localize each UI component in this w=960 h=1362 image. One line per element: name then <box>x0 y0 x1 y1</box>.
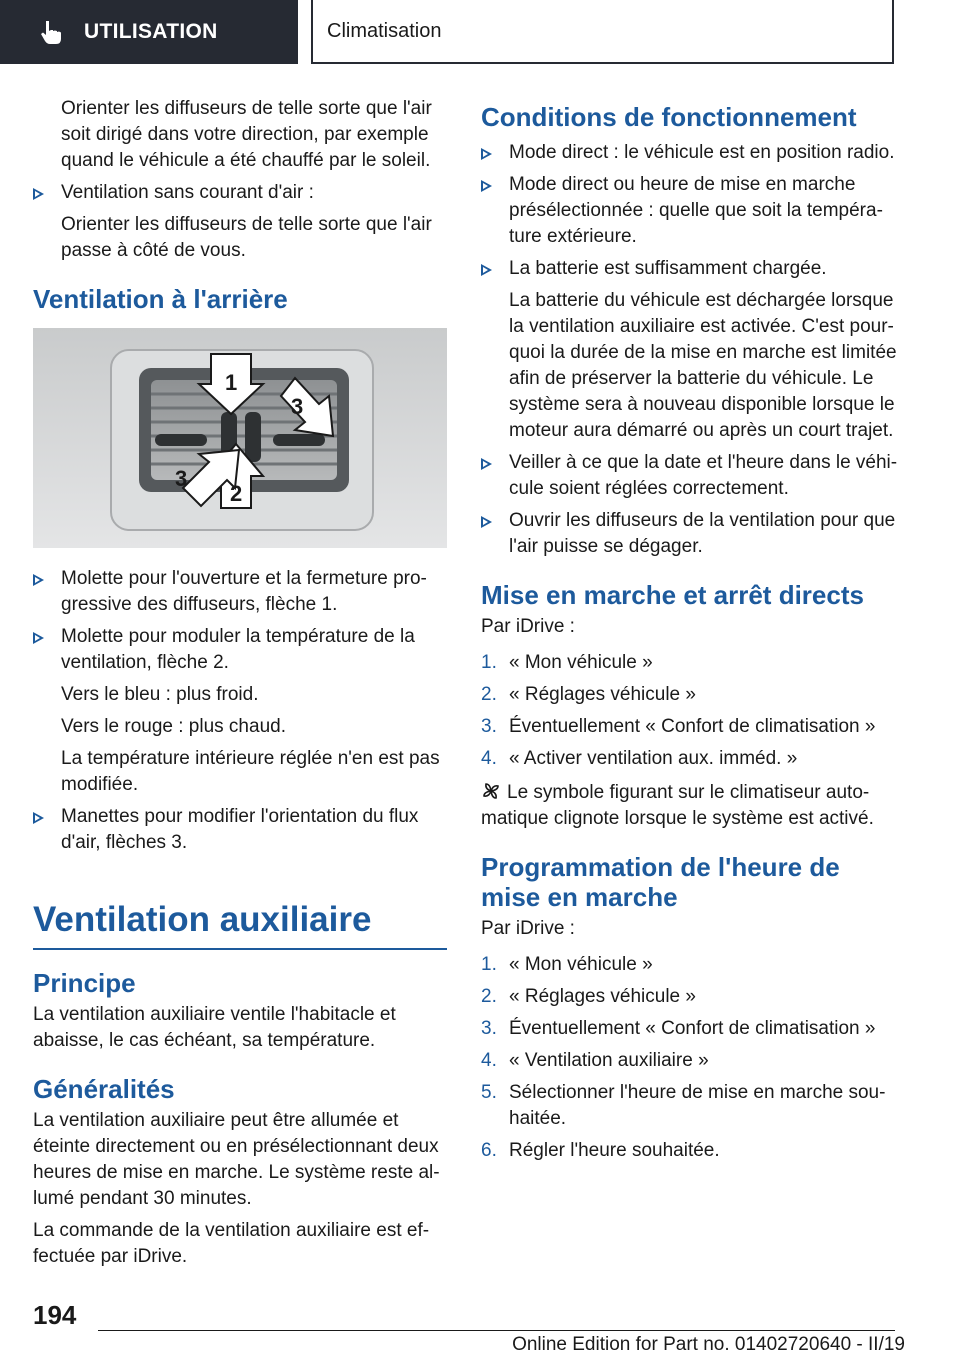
symbol-note <box>481 780 901 832</box>
symbol-note-text: Le symbole figurant sur le climatiseur automatique clignote lorsque le système est activé. <box>481 782 874 829</box>
list-item-text: Sélectionner l'heure de mise en marche souhaitée. <box>509 1082 886 1129</box>
bullet-triangle-icon <box>33 188 44 200</box>
heading-direct: Mise en marche et arrêt directs <box>481 580 864 610</box>
fan-icon <box>481 781 501 801</box>
list-item-text: Manettes pour modifier l'orientation du flux d'air, flèches 3. <box>61 806 419 853</box>
heading-principe: Principe <box>33 968 136 998</box>
page-header <box>0 0 960 66</box>
chapter-tab <box>311 0 894 64</box>
list-item-text: « Mon véhicule » <box>509 652 653 673</box>
heading-auxiliary-ventilation: Ventilation auxiliaire <box>33 900 447 950</box>
step-number: 3. <box>481 716 497 737</box>
list-item <box>481 650 901 676</box>
paragraph: La température intérieure réglée n'en est pas modifiée. <box>61 748 440 795</box>
paragraph: Vers le rouge : plus chaud. <box>61 716 286 737</box>
bullet-triangle-icon <box>481 180 492 192</box>
list-item <box>481 952 901 978</box>
list-item <box>481 1138 901 1164</box>
step-number: 4. <box>481 748 497 769</box>
paragraph: Par iDrive : <box>481 616 575 637</box>
paragraph: Orienter les diffuseurs de telle sorte que l'air soit dirigé dans votre direction, par exemple quand le véhicule a été chauffé par le soleil. <box>61 98 432 171</box>
list-item-text: « Activer ventilation aux. imméd. » <box>509 748 798 769</box>
step-number: 1. <box>481 954 497 975</box>
list-item-text: « Ventilation auxiliaire » <box>509 1050 709 1071</box>
list-item-text: Molette pour moduler la température de la ventilation, flèche 2. <box>61 626 415 673</box>
bullet-triangle-icon <box>33 574 44 586</box>
list-item-text: Éventuellement « Confort de climatisation » <box>509 716 876 737</box>
list-item <box>481 140 901 166</box>
bullet-triangle-icon <box>481 458 492 470</box>
list-item <box>481 1016 901 1042</box>
list-item <box>481 984 901 1010</box>
paragraph: La ventilation auxiliaire peut être allumée et éteinte directement ou en présélectionnant deux heures de mise en marche. Le système reste allumé pendant 30 minutes. <box>33 1110 440 1209</box>
step-number: 2. <box>481 986 497 1007</box>
bullet-triangle-icon <box>33 632 44 644</box>
heading-rear-ventilation: Ventilation à l'arrière <box>33 284 288 314</box>
list-item-text: Mode direct ou heure de mise en marche présélectionnée : quelle que soit la température extérieure. <box>509 174 883 247</box>
list-item-text: Veiller à ce que la date et l'heure dans le véhicule soient réglées correctement. <box>509 452 898 499</box>
hand-pointer-icon <box>36 17 66 47</box>
bullet-triangle-icon <box>481 264 492 276</box>
figure-label-3b: 3 <box>175 466 188 491</box>
step-number: 3. <box>481 1018 497 1039</box>
step-number: 2. <box>481 684 497 705</box>
list-item-text: « Mon véhicule » <box>509 954 653 975</box>
list-item <box>33 566 447 618</box>
list-item-text: Régler l'heure souhaitée. <box>509 1140 720 1161</box>
list-item <box>481 450 901 502</box>
list-item <box>481 714 901 740</box>
list-item <box>481 1048 901 1074</box>
chapter-title: Climatisation <box>327 19 442 42</box>
bullet-triangle-icon <box>481 148 492 160</box>
page-number: 194 <box>33 1300 77 1330</box>
bullet-triangle-icon <box>33 812 44 824</box>
list-item <box>33 180 447 206</box>
paragraph: La batterie du véhicule est déchargée lorsque la ventilation auxiliaire est activée. C'est pourquoi la durée de la mise en marche est limitée afin de préserver la batterie du véhicule. Le système sera à nouveau disponible lorsque le moteur aura démarré ou après un court trajet. <box>509 290 897 441</box>
edition-note: Online Edition for Part no. 01402720640 - II/19 <box>512 1334 905 1355</box>
figure-label-3a: 3 <box>291 394 304 419</box>
step-number: 6. <box>481 1140 497 1161</box>
footer-divider <box>98 1330 895 1331</box>
heading-conditions: Conditions de fonctionnement <box>481 102 857 132</box>
step-number: 1. <box>481 652 497 673</box>
list-item <box>481 256 901 282</box>
rear-vent-figure <box>33 328 447 548</box>
section-tab <box>0 0 298 64</box>
list-item-text: Molette pour l'ouverture et la fermeture progressive des diffuseurs, flèche 1. <box>61 568 427 615</box>
section-tab-label: UTILISATION <box>84 20 218 43</box>
list-item <box>481 508 901 560</box>
list-item-text: Ventilation sans courant d'air : <box>61 182 314 203</box>
right-column <box>481 96 901 1170</box>
step-number: 4. <box>481 1050 497 1071</box>
paragraph: Orienter les diffuseurs de telle sorte que l'air passe à côté de vous. <box>61 214 432 261</box>
list-item <box>481 682 901 708</box>
paragraph: Vers le bleu : plus froid. <box>61 684 259 705</box>
list-item <box>481 1080 901 1132</box>
heading-generalites: Généralités <box>33 1074 175 1104</box>
list-item-text: Ouvrir les diffuseurs de la ventilation pour que l'air puisse se dégager. <box>509 510 896 557</box>
figure-label-1: 1 <box>225 370 238 395</box>
step-number: 5. <box>481 1082 497 1103</box>
paragraph: La commande de la ventilation auxiliaire est effectuée par iDrive. <box>33 1220 430 1267</box>
list-item <box>33 804 447 856</box>
list-item-text: Mode direct : le véhicule est en position radio. <box>509 142 895 163</box>
list-item-text: La batterie est suffisamment chargée. <box>509 258 827 279</box>
list-item-text: « Réglages véhicule » <box>509 684 696 705</box>
list-item <box>481 172 901 250</box>
figure-label-2: 2 <box>230 481 243 506</box>
list-item <box>33 624 447 676</box>
heading-programming: Programmation de l'heure de mise en marche <box>481 852 840 912</box>
list-item-text: Éventuellement « Confort de climatisation » <box>509 1018 876 1039</box>
bullet-triangle-icon <box>481 516 492 528</box>
list-item-text: « Réglages véhicule » <box>509 986 696 1007</box>
list-item <box>481 746 901 772</box>
paragraph: Par iDrive : <box>481 918 575 939</box>
paragraph: La ventilation auxiliaire ventile l'habitacle et abaisse, le cas échéant, sa température. <box>33 1004 396 1051</box>
left-column <box>33 96 447 1276</box>
